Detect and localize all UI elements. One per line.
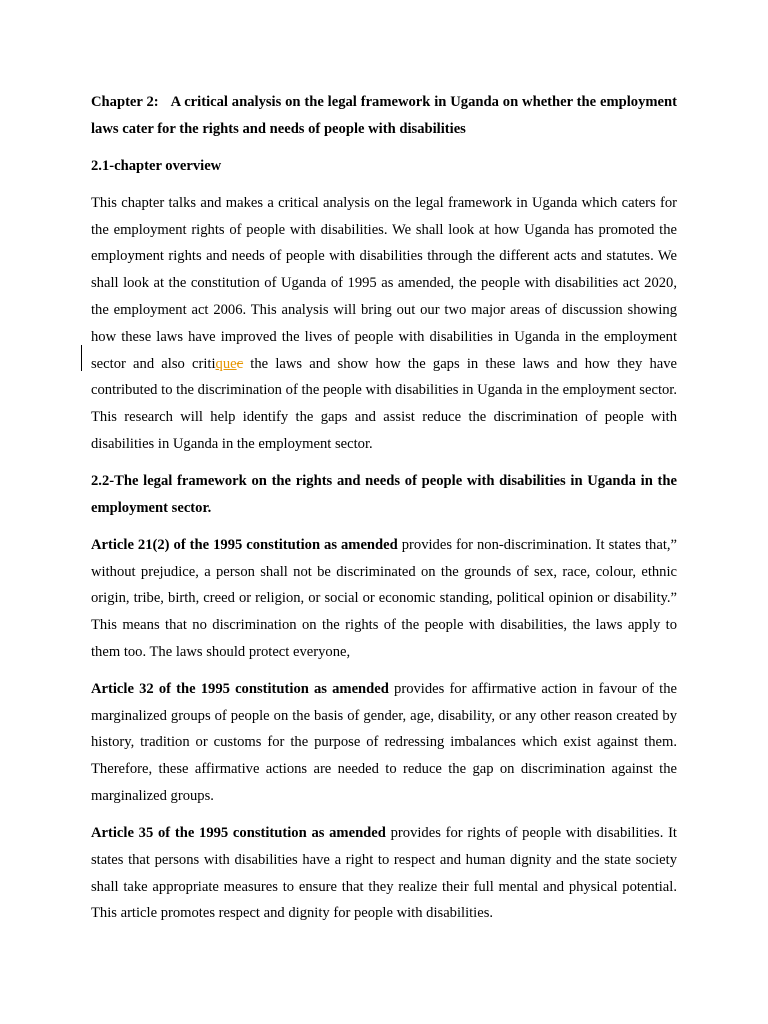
tracked-insertion[interactable]: que: [215, 355, 237, 372]
chapter-label: Chapter 2:: [91, 94, 159, 110]
tracked-deletion[interactable]: c: [236, 355, 244, 372]
article-32-paragraph: [91, 676, 677, 810]
article-21-title: Article 21(2) of the 1995 constitution as amended: [91, 536, 398, 553]
article-21-text: provides for non-discrimination. It states that,” without prejudice, a person shall not be discriminated on the grounds of sex, race, colour, ethnic origin, tribe, birth, creed or religion, or social or economic standing, political opinion or disability.” This means that no discrimination on the rights of the people with disabilities, the laws apply to them too. The laws should protect everyone,: [91, 536, 677, 660]
section-2-2-heading: 2.2-The legal framework on the rights and needs of people with disabilities in Uganda in the employment sector.: [91, 472, 677, 516]
tracked-change-bar: [81, 345, 82, 371]
article-35-paragraph: [91, 820, 677, 927]
overview-text-after: the laws and show how the gaps in these laws and how they have contributed to the discrimination of the people with disabilities in Uganda in the employment sector. This research will help identify the gaps and assist reduce the discrimination of people with disabilities in Uganda in the employment sector.: [91, 355, 677, 452]
article-35-text: provides for rights of people with disabilities. It states that persons with disabilities have a right to respect and human dignity and the state society shall take appropriate measures to ensure that they realize their full mental and physical potential. This article promotes respect and dignity for people with disabilities.: [91, 825, 677, 922]
article-32-title: Article 32 of the 1995 constitution as amended: [91, 680, 389, 697]
document-page: [91, 89, 677, 937]
chapter-title-text: A critical analysis on the legal framework in Uganda on whether the employment laws cater for the rights and needs of people with disabilities: [91, 94, 677, 137]
chapter-title: [91, 89, 677, 143]
article-32-text: provides for affirmative action in favour of the marginalized groups of people on the basis of gender, age, disability, or any other reason created by history, tradition or customs for the purpose of redressing imbalances which exist against them. Therefore, these affirmative actions are needed to reduce the gap on discrimination against the marginalized groups.: [91, 680, 677, 805]
chapter-overview-paragraph: [91, 190, 677, 458]
article-21-paragraph: [91, 532, 677, 666]
overview-text-before: This chapter talks and makes a critical analysis on the legal framework in Uganda which caters for the employment rights of people with disabilities. We shall look at how Uganda has promoted the employment rights and needs of people with disabilities through the different acts and statutes. We shall look at the constitution of Uganda of 1995 as amended, the people with disabilities act 2020, the employment act 2006. This analysis will bring out our two major areas of discussion showing how these laws have improved the lives of people with disabilities in Uganda in the employment sector and also criti: [91, 194, 677, 372]
section-2-1-heading: 2.1-chapter overview: [91, 157, 222, 174]
article-35-title: Article 35 of the 1995 constitution as amended: [91, 825, 386, 842]
